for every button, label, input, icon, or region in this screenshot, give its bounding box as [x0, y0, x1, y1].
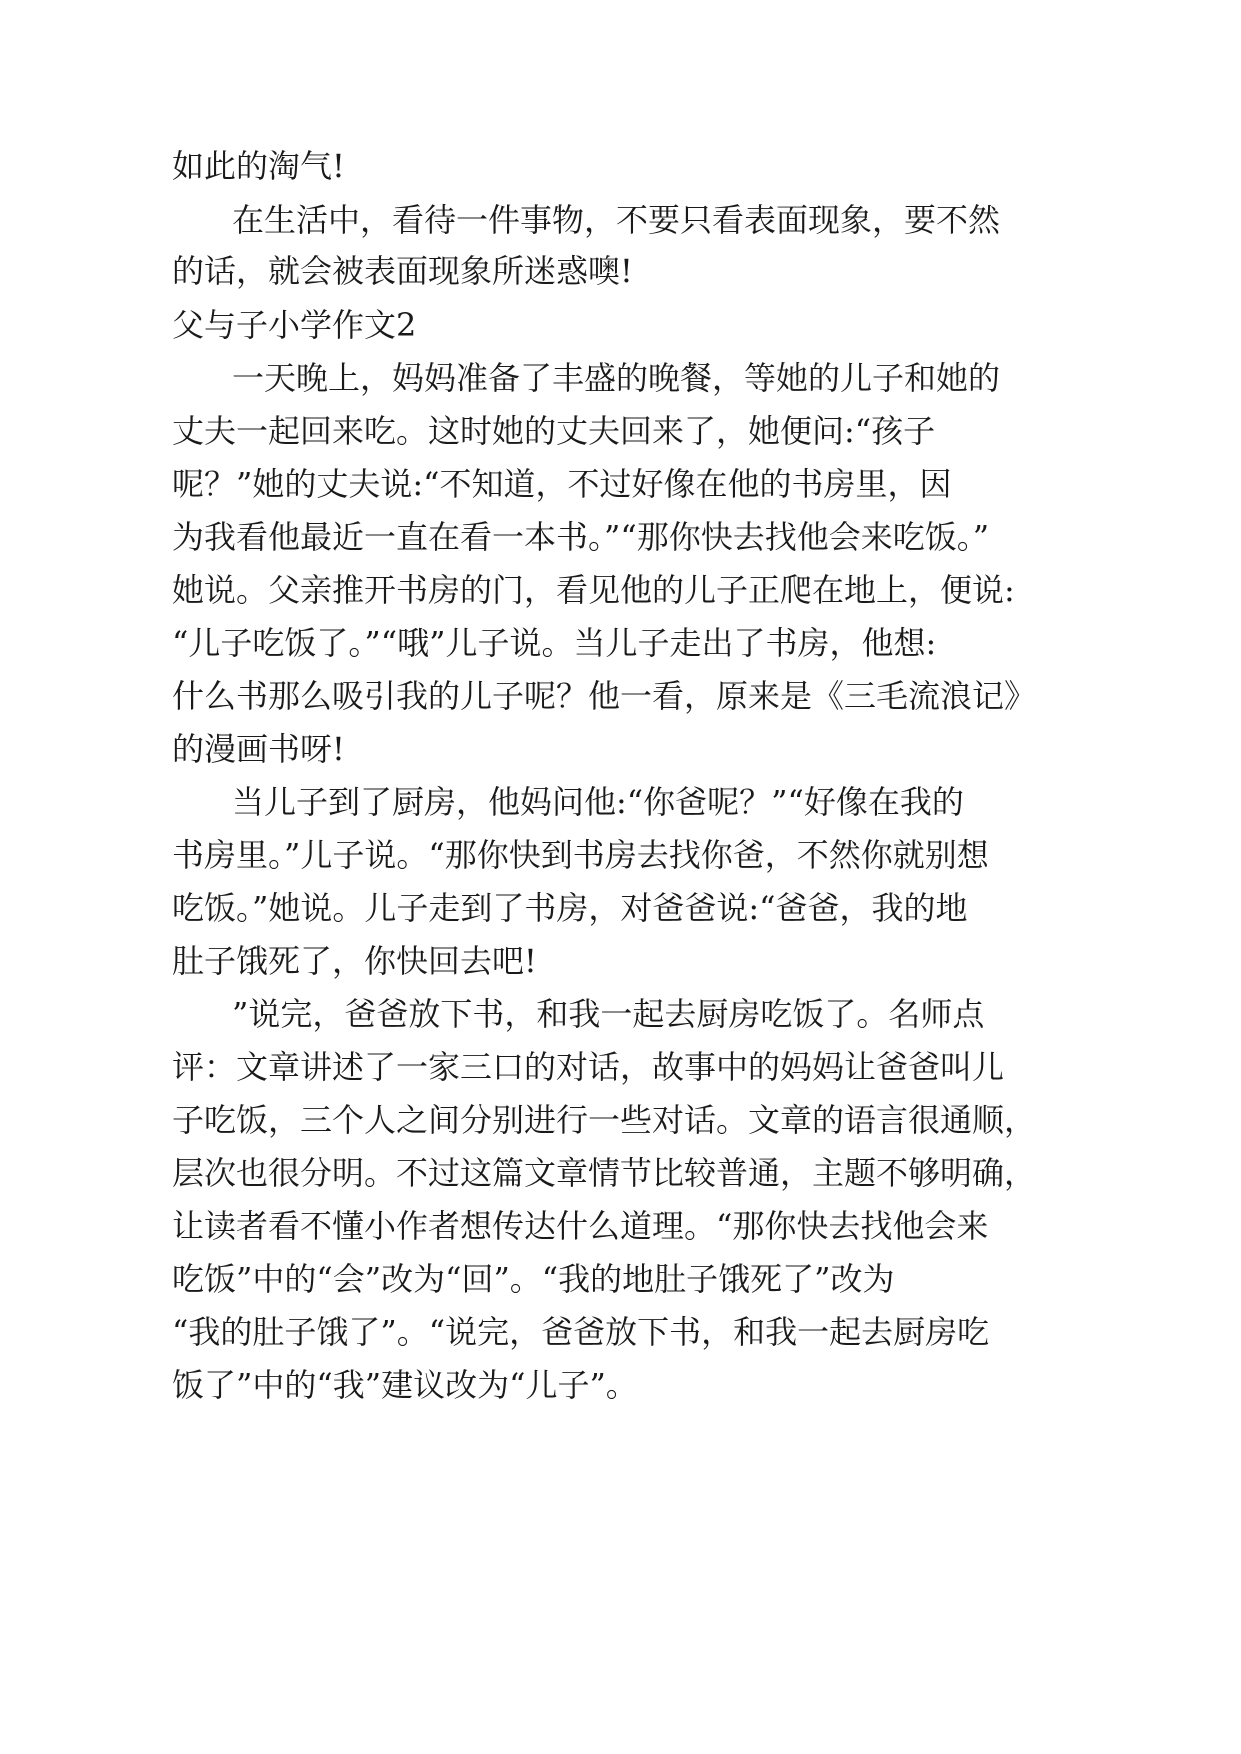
- text-line: 吃饭”中的“会”改为“回”。“我的地肚子饿死了”改为: [172, 1260, 895, 1298]
- paragraph-first-line: ”说完，爸爸放下书，和我一起去厨房吃饭了。名师点: [232, 995, 985, 1033]
- text-line: 评：文章讲述了一家三口的对话，故事中的妈妈让爸爸叫儿: [172, 1048, 1005, 1086]
- text-line: 饭了”中的“我”建议改为“儿子”。: [172, 1366, 638, 1404]
- text-line: 呢？”她的丈夫说:“不知道，不过好像在他的书房里，因: [172, 465, 952, 503]
- text-line: 肚子饿死了，你快回去吧!: [172, 942, 537, 980]
- text-line: 如此的淘气!: [172, 147, 345, 185]
- text-line: 吃饭。”她说。儿子走到了书房，对爸爸说:“爸爸，我的地: [172, 889, 968, 927]
- text-line: 的话，就会被表面现象所迷惑噢!: [172, 252, 633, 290]
- text-line: 什么书那么吸引我的儿子呢？他一看，原来是《三毛流浪记》: [172, 677, 1037, 715]
- text-line: 的漫画书呀!: [172, 730, 345, 768]
- paragraph-first-line: 一天晚上，妈妈准备了丰盛的晚餐，等她的儿子和她的: [232, 359, 1001, 397]
- paragraph-first-line: 当儿子到了厨房，他妈问他:“你爸呢？”“好像在我的: [232, 783, 964, 821]
- text-line: 让读者看不懂小作者想传达什么道理。“那你快去找他会来: [172, 1207, 989, 1245]
- text-line: 书房里。”儿子说。“那你快到书房去找你爸，不然你就别想: [172, 836, 989, 874]
- paragraph-first-line: 在生活中，看待一件事物，不要只看表面现象，要不然: [232, 201, 1001, 239]
- text-line: 子吃饭，三个人之间分别进行一些对话。文章的语言很通顺，: [172, 1101, 1037, 1139]
- text-line: 丈夫一起回来吃。这时她的丈夫回来了，她便问:“孩子: [172, 412, 936, 450]
- text-line: “我的肚子饿了”。“说完，爸爸放下书，和我一起去厨房吃: [172, 1313, 990, 1351]
- text-line: “儿子吃饭了。”“哦”儿子说。当儿子走出了书房，他想:: [172, 624, 937, 662]
- text-line: 为我看他最近一直在看一本书。”“那你快去找他会来吃饭。”: [172, 518, 990, 556]
- text-line: 她说。父亲推开书房的门，看见他的儿子正爬在地上，便说:: [172, 571, 1015, 609]
- section-heading: 父与子小学作文2: [172, 306, 417, 344]
- text-line: 层次也很分明。不过这篇文章情节比较普通，主题不够明确，: [172, 1154, 1037, 1192]
